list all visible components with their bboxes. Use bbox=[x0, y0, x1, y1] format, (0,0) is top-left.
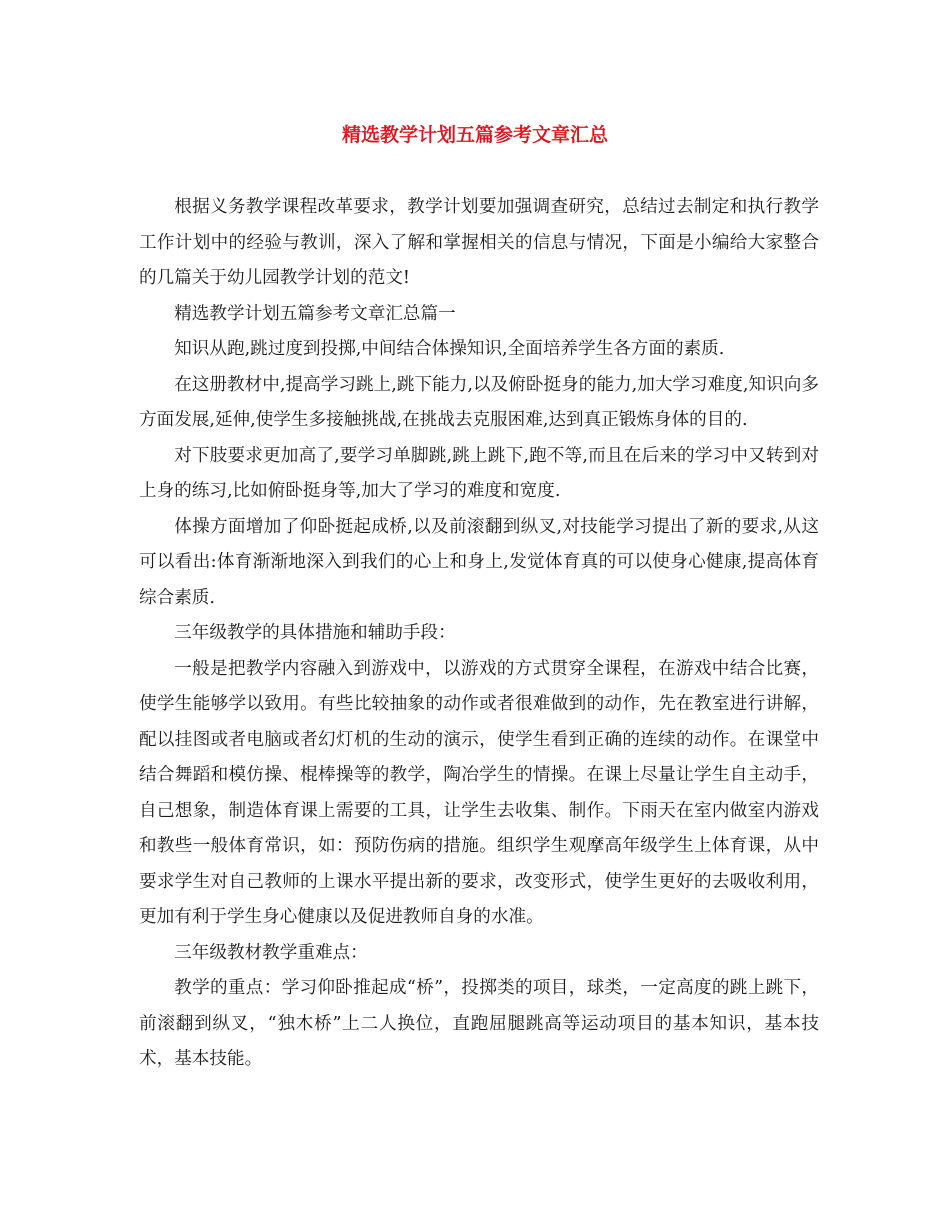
paragraph: 教学的重点：学习仰卧推起成“桥”，投掷类的项目，球类，一定高度的跳上跳下，前滚翻到纵叉，“独木桥”上二人换位，直跑屈腿跳高等运动项目的基本知识，基本技术，基本技能。 bbox=[139, 978, 819, 1069]
paragraph-subheading: 三年级教材教学重难点： bbox=[174, 942, 368, 963]
paragraph: 对下肢要求更加高了,要学习单脚跳,跳上跳下,跑不等,而且在后来的学习中又转到对上身的练习,比如俯卧挺身等,加大了学习的难度和宽度. bbox=[139, 445, 819, 501]
paragraph-section-heading: 精选教学计划五篇参考文章汇总篇一 bbox=[174, 303, 456, 324]
paragraph: 一般是把教学内容融入到游戏中，以游戏的方式贯穿全课程，在游戏中结合比赛，使学生能够学以致用。有些比较抽象的动作或者很难做到的动作，先在教室进行讲解，配以挂图或者电脑或者幻灯机的生动的演示，使学生看到正确的连续的动作。在课堂中结合舞蹈和模仿操、棍棒操等的教学，陶冶学生的情操。在课上尽量让学生自主动手，自己想象，制造体育课上需要的工具，让学生去收集、制作。下雨天在室内做室内游戏和教些一般体育常识，如：预防伤病的措施。组织学生观摩高年级学生上体育课，从中要求学生对自己教师的上课水平提出新的要求，改变形式，使学生更好的去吸收利用，更加有利于学生身心健康以及促进教师自身的水准。 bbox=[139, 658, 819, 927]
paragraph: 体操方面增加了仰卧挺起成桥,以及前滚翻到纵叉,对技能学习提出了新的要求,从这可以看出:体育渐渐地深入到我们的心上和身上,发觉体育真的可以使身心健康,提高体育综合素质. bbox=[139, 516, 819, 608]
paragraph: 知识从跑,跳过度到投掷,中间结合体操知识,全面培养学生各方面的素质. bbox=[174, 339, 725, 359]
paragraph-intro: 根据义务教学课程改革要求，教学计划要加强调查研究，总结过去制定和执行教学工作计划中的经验与教训，深入了解和掌握相关的信息与情况，下面是小编给大家整合的几篇关于幼儿园教学计划的范文! bbox=[139, 197, 819, 288]
paragraph-subheading: 三年级教学的具体措施和辅助手段： bbox=[174, 623, 456, 643]
paragraph: 在这册教材中,提高学习跳上,跳下能力,以及俯卧挺身的能力,加大学习难度,知识向多方面发展,延伸,使学生多接触挑战,在挑战去克服困难,达到真正锻炼身体的目的. bbox=[139, 374, 819, 430]
document-title: 精选教学计划五篇参考文章汇总 bbox=[341, 124, 608, 146]
document-body bbox=[139, 190, 819, 1078]
